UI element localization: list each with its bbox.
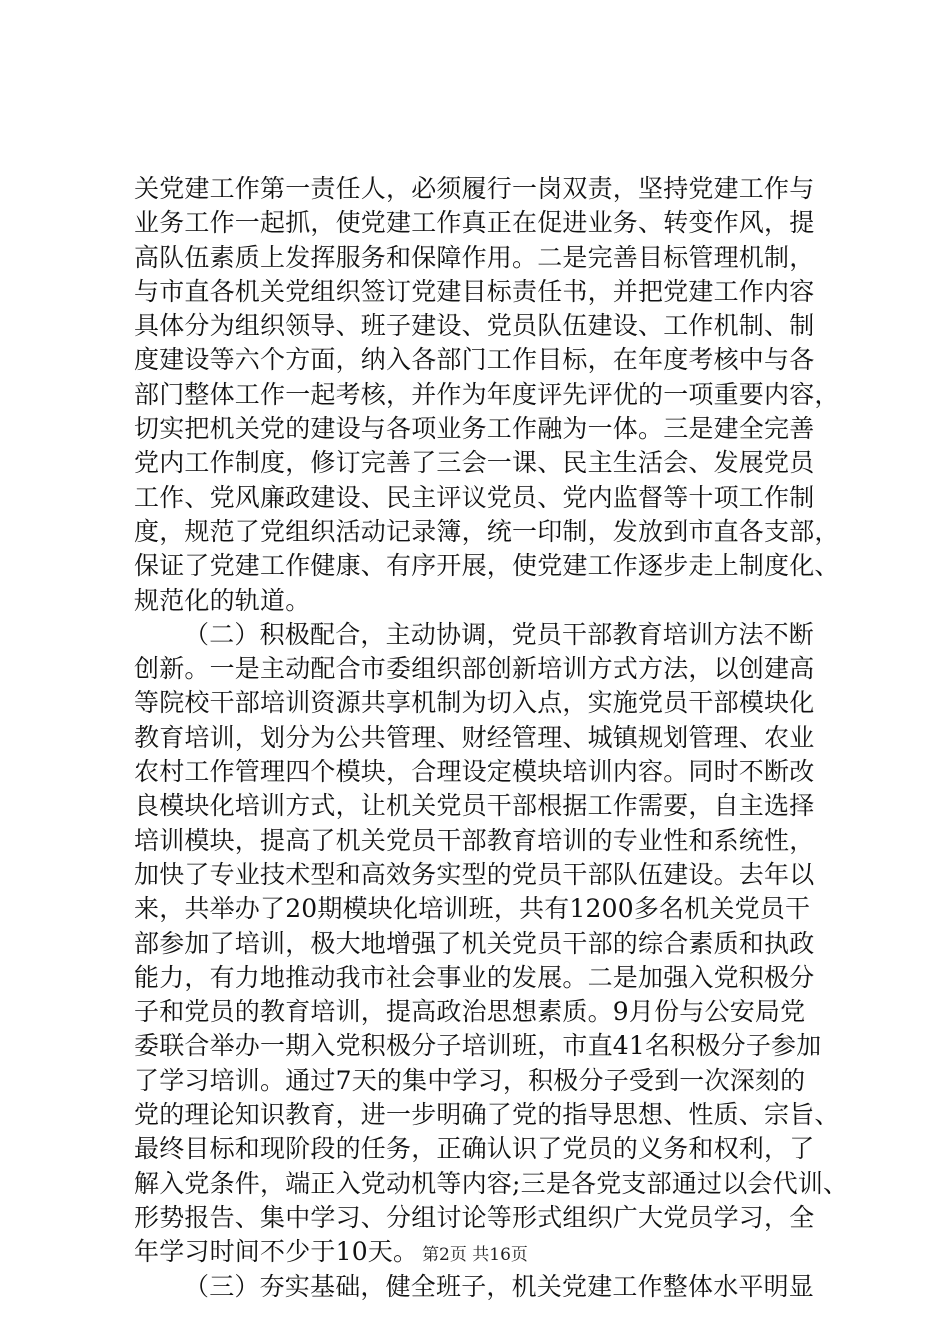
text-line: 了学习培训。通过7天的集中学习，积极分子受到一次深刻的 — [134, 1065, 806, 1095]
text-line: 等院校干部培训资源共享机制为切入点，实施党员干部模块化 — [134, 688, 815, 718]
text-line: 切实把机关党的建设与各项业务工作融为一体。三是建全完善 — [134, 414, 815, 444]
text-line: 保证了党建工作健康、有序开展，使党建工作逐步走上制度化、 — [134, 551, 840, 581]
text-line: 解入党条件，端正入党动机等内容;三是各党支部通过以会代训、 — [134, 1168, 849, 1198]
text-line: 度，规范了党组织活动记录簿，统一印制，发放到市直各支部， — [134, 516, 840, 546]
paragraph-start-line: （三）夯实基础，健全班子，机关党建工作整体水平明显 — [184, 1271, 815, 1301]
text-line: 规范化的轨道。 — [134, 585, 311, 615]
text-line: 子和党员的教育培训，提高政治思想素质。9月份与公安局党 — [134, 997, 806, 1027]
text-line: 委联合举办一期入党积极分子培训班，市直41名积极分子参加 — [134, 1031, 822, 1061]
text-line: 度建设等六个方面，纳入各部门工作目标，在年度考核中与各 — [134, 345, 815, 375]
text-line: 部门整体工作一起考核，并作为年度评先评优的一项重要内容， — [134, 379, 840, 409]
text-line: 工作、党风廉政建设、民主评议党员、党内监督等十项工作制 — [134, 482, 815, 512]
text-line: 关党建工作第一责任人，必须履行一岗双责，坚持党建工作与 — [134, 174, 815, 203]
text-line: 教育培训，划分为公共管理、财经管理、城镇规划管理、农业 — [134, 722, 815, 752]
text-line: 与市直各机关党组织签订党建目标责任书，并把党建工作内容 — [134, 276, 815, 306]
text-line: 来，共举办了20期模块化培训班，共有1200多名机关党员干 — [134, 894, 811, 924]
text-line: 能力，有力地推动我市社会事业的发展。二是加强入党积极分 — [134, 962, 815, 992]
body-text — [134, 172, 854, 1304]
text-line: 创新。一是主动配合市委组织部创新培训方式方法，以创建高 — [134, 654, 815, 684]
text-line: 党的理论知识教育，进一步明确了党的指导思想、性质、宗旨、 — [134, 1100, 840, 1130]
text-line: 农村工作管理四个模块，合理设定模块培训内容。同时不断改 — [134, 757, 815, 787]
text-line: 培训模块，提高了机关党员干部教育培训的专业性和系统性， — [134, 825, 815, 855]
text-line: 部参加了培训，极大地增强了机关党员干部的综合素质和执政 — [134, 928, 815, 958]
text-line: 具体分为组织领导、班子建设、党员队伍建设、工作机制、制 — [134, 311, 815, 341]
text-line: 加快了专业技术型和高效务实型的党员干部队伍建设。去年以 — [134, 859, 815, 889]
text-line: 最终目标和现阶段的任务，正确认识了党员的义务和权利，了 — [134, 1134, 815, 1164]
text-line: 业务工作一起抓，使党建工作真正在促进业务、转变作风，提 — [134, 208, 815, 238]
text-line: 良模块化培训方式，让机关党员干部根据工作需要，自主选择 — [134, 791, 815, 821]
page-number-footer: 第2页 共16页 — [422, 1245, 528, 1265]
text-line: 年学习时间不少于10天。 — [134, 1237, 419, 1267]
paragraph-start-line: （二）积极配合，主动协调，党员干部教育培训方法不断 — [184, 619, 815, 649]
text-line: 高队伍素质上发挥服务和保障作用。二是完善目标管理机制， — [134, 242, 815, 272]
text-line: 党内工作制度，修订完善了三会一课、民主生活会、发展党员 — [134, 448, 815, 478]
text-line: 形势报告、集中学习、分组讨论等形式组织广大党员学习，全 — [134, 1202, 815, 1232]
